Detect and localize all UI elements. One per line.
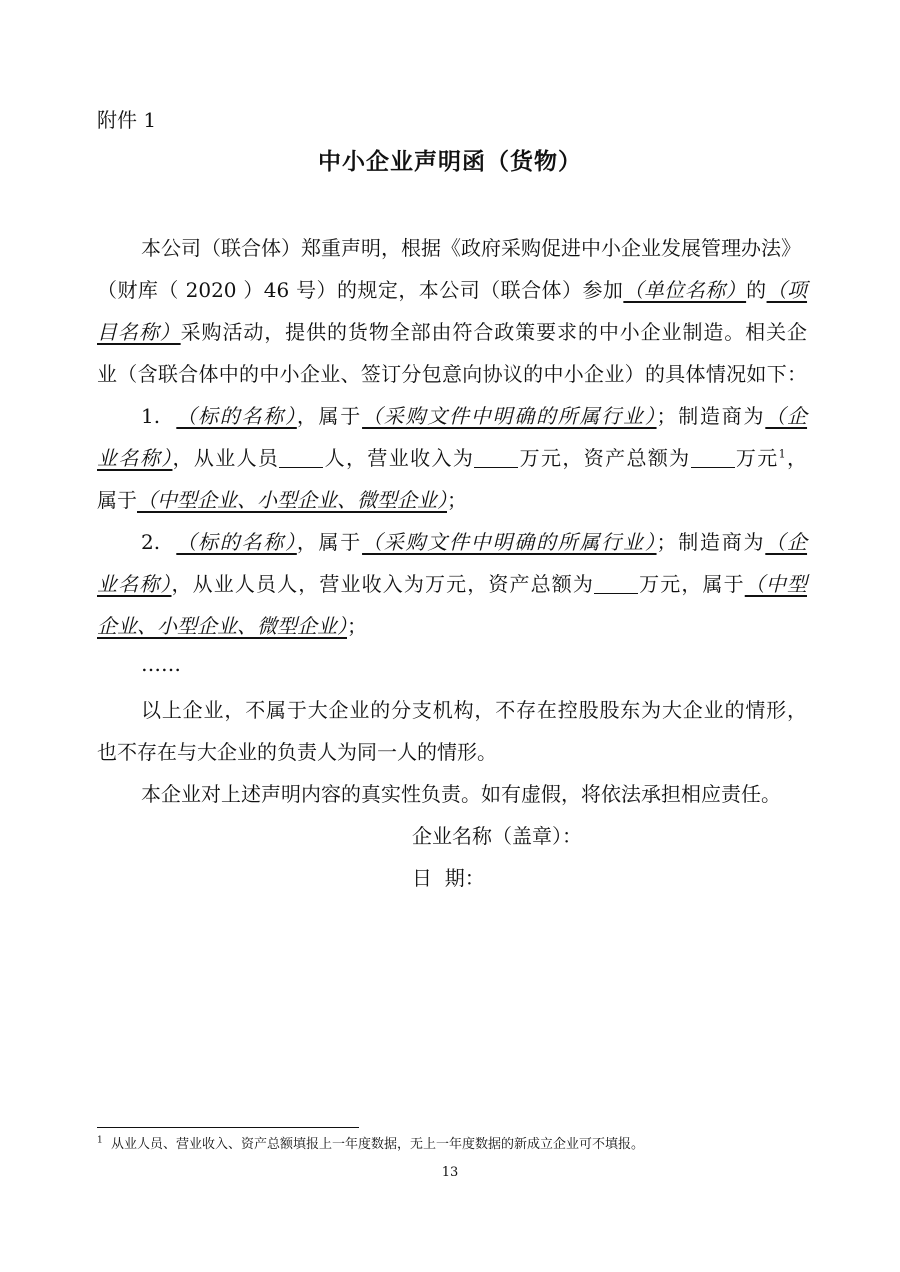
item-number: 1.: [141, 404, 161, 428]
item2-line-1: [141, 526, 807, 555]
item2-line-3: [97, 610, 807, 639]
declaration-line-3: 本企业对上述声明内容的真实性负责。如有虚假，将依法承担相应责任。: [141, 782, 781, 806]
item-text: ，属于: [296, 404, 363, 428]
assets-blank[interactable]: [594, 573, 638, 594]
date-label: 日 期：: [412, 866, 485, 890]
subject-name-field: （标的名称）: [176, 530, 297, 554]
manufacturer-field: （企: [765, 404, 808, 428]
item1-line-1: [141, 400, 807, 429]
item1-line-2: [97, 442, 807, 471]
project-name-field: 目名称）: [97, 320, 181, 344]
intro-line-4: 业（含联合体中的中小企业、签订分包意向协议的中小企业）的具体情况如下：: [97, 362, 807, 386]
footnote-divider: [97, 1127, 359, 1128]
item-text: 万元，资产总额为: [518, 446, 691, 470]
item1-line-3: [97, 484, 807, 513]
industry-field: （采购文件中明确的所属行业）: [362, 530, 657, 554]
industry-field: （采购文件中明确的所属行业）: [362, 404, 657, 428]
manufacturer-field: （企: [765, 530, 808, 554]
item-number: 2.: [141, 530, 161, 554]
manufacturer-field: 业名称）: [97, 446, 173, 470]
attachment-label: 附件 1: [97, 108, 157, 132]
employees-blank[interactable]: [279, 447, 323, 468]
project-name-field: （项: [766, 278, 808, 302]
footnote: [97, 1133, 644, 1152]
item-text: ；: [347, 614, 367, 638]
footnote-ref: 1: [778, 447, 786, 461]
item-text: 人，营业收入为: [323, 446, 475, 470]
revenue-blank[interactable]: [474, 447, 518, 468]
item-text: ；制造商为: [656, 530, 766, 554]
intro-text: 采购活动，提供的货物全部由符合政策要求的中小企业制造。相关企: [180, 320, 808, 344]
item-text: ；制造商为: [656, 404, 766, 428]
item-text: ，属于: [296, 530, 363, 554]
item-text: 万元，属于: [638, 572, 745, 596]
item-text: ，: [785, 446, 808, 470]
item2-line-2: [97, 568, 807, 597]
footnote-mark: 1: [97, 1135, 103, 1146]
company-name-seal-label: 企业名称（盖章）：: [412, 824, 582, 848]
item-text: ；: [447, 488, 467, 512]
item-text: 属于: [97, 488, 137, 512]
ellipsis: ……: [141, 652, 181, 676]
footnote-text: 从业人员、营业收入、资产总额填报上一年度数据，无上一年度数据的新成立企业可不填报。: [111, 1137, 645, 1152]
declaration-line-1: 以上企业，不属于大企业的分支机构，不存在控股股东为大企业的情形，: [141, 698, 807, 722]
declaration-line-2: 也不存在与大企业的负责人为同一人的情形。: [97, 740, 497, 764]
item-text: ，从业人员: [172, 446, 280, 470]
page-number: 13: [441, 1165, 459, 1180]
intro-text: （财库（ 2020 ）46 号）的规定，本公司（联合体）参加: [97, 278, 624, 302]
intro-line-2: [97, 274, 807, 303]
manufacturer-field: 业名称）: [97, 572, 172, 596]
enterprise-type-field: （中型: [744, 572, 807, 596]
enterprise-type-field: 企业、小型企业、微型企业）: [97, 614, 347, 638]
intro-line-1: 本公司（联合体）郑重声明，根据《政府采购促进中小企业发展管理办法》: [141, 236, 801, 260]
unit-name-field: （单位名称）: [623, 278, 747, 302]
assets-blank[interactable]: [691, 447, 735, 468]
item-text: ，从业人员人，营业收入为万元，资产总额为: [171, 572, 594, 596]
intro-text: 的: [746, 278, 767, 302]
item-text: 万元: [734, 446, 779, 470]
intro-line-3: [97, 316, 807, 345]
subject-name-field: （标的名称）: [176, 404, 297, 428]
document-title: 中小企业声明函（货物）: [318, 148, 582, 175]
enterprise-type-field: （中型企业、小型企业、微型企业）: [137, 488, 447, 512]
